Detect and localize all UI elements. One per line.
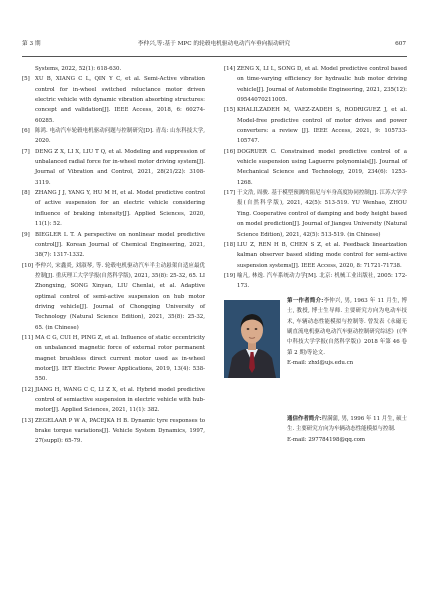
first-author-email: E-mail: zhxl@ujs.edu.cn — [287, 360, 354, 367]
reference-number: [15] — [224, 107, 236, 114]
reference-text: ZEGELAAR P W A, PACEJKA H B. Dynamic tyre responses to brake torque variations[J]. Vehicle System Dynamics, 1997, 27(suppl): 65-79. — [35, 417, 205, 445]
reference-text: ZHANG J J, YANG Y, HU M H, et al. Model predictive control of active suspension for an electric vehicle considering influence of braking intensity[J]. Applied Sciences, 2020, 11(1): 52. — [35, 190, 205, 228]
running-title: 李仲兴,等:基于 MPC 的轮毂电机驱动电动汽车垂向振动研究 — [137, 41, 291, 47]
reference-text: 喻凡, 林逸. 汽车系统动力学[M]. 北京: 机械工业出版社, 2005: 172-173. — [237, 272, 407, 290]
author-portrait-image — [224, 300, 280, 378]
reference-text: LIU Z, REN H B, CHEN S Z, et al. Feedback linearization kalman observer based sliding mode control for semi-active suspension systems[J]. IEEE Access, 2020, 8: 71721-71738. — [237, 241, 407, 269]
reference-number: [13] — [22, 417, 34, 424]
reference-text: BIEGLER L T. A perspective on nonlinear model predictive control[J]. Korean Journal of Chemical Engineering, 2021, 38(7): 1317-1332. — [35, 231, 205, 259]
reference-text: XU B, XIANG C L, QIN Y C, et al. Semi-Active vibration control for in-wheel switched reluctance motor driven electric vehicle with dynamic vibration absorbing structures: concept and validation[J]. IEEE Access, 2018, 6: 60274-60285. — [35, 76, 205, 124]
reference-text: KHALILZADEH M, VAEZ-ZADEH S, RODRIGUEZ J, et al. Model-free predictive control of motor drives and power converters: a review [J]. IEEE Access, 2021, 9: 105733-105747. — [237, 107, 407, 145]
corresponding-author-text: 程满蒲, 男, 1996 年 11 月生, 硕士生. 主要研究方向为车辆动态性能模拟与控制. — [287, 416, 407, 433]
reference-number: [11] — [22, 334, 34, 341]
reference-number: [5] — [22, 76, 30, 83]
reference-number: [9] — [22, 231, 30, 238]
reference-item — [22, 261, 205, 333]
page-number: 607 — [395, 41, 406, 47]
reference-text: DENG Z X, LI X, LIU T Q, et al. Modeling and suppression of unbalanced radial force for in-wheel motor driving system[J]. Journal of Vibration and Control, 2021, 28(21/22): 3108-3119. — [35, 148, 205, 186]
reference-item — [22, 188, 205, 229]
reference-number: [12] — [22, 386, 34, 393]
reference-number: [8] — [22, 190, 30, 197]
first-author-text: 李仲兴, 男, 1963 年 11 月生, 博士, 教授, 博士生导师. 主要研究方向为电动车技术, 车辆动态性能模拟与控制等. 曾发表《永磁无刷直流电机驱动电动汽车驱动控制研究综述》(《华中科技大学学报(自然科学版)》2018 年第 46 卷第 2 期)等论文. — [287, 298, 407, 356]
reference-text: MA C G, CUI H, PING Z, et al. Influence of static eccentricity on unbalanced magnetic force of external rotor permanent magnet brushless direct current motor used as in-wheel motor[J]. IET Electric Power Applications, 2019, 13(4): 538-550. — [35, 334, 205, 383]
corresponding-author-block — [287, 414, 407, 445]
reference-number: [19] — [224, 272, 236, 279]
reference-item — [22, 333, 205, 385]
page-header — [22, 37, 406, 52]
reference-item — [22, 416, 205, 447]
author-photo — [224, 300, 280, 378]
reference-item — [22, 385, 205, 416]
reference-number: [18] — [224, 241, 236, 248]
right-reference-column — [224, 64, 407, 292]
reference-number: [14] — [224, 66, 236, 72]
left-reference-column — [22, 64, 205, 447]
reference-text: DOGRUER C. Constrained model predictive control of a vehicle suspension using Laguerre polynomials[J]. Journal of Mechanical Science and Technology, 2019, 234(6): 1253-1268. — [237, 148, 407, 186]
reference-number: [7] — [22, 148, 30, 155]
reference-item — [224, 105, 407, 146]
issue-label: 第 3 期 — [22, 41, 41, 47]
corresponding-author-email: E-mail: 297784198@qq.com — [287, 436, 366, 443]
reference-item — [22, 147, 205, 188]
reference-text: ZENG X, LI L, SONG D, et al. Model predictive control based on time-varying efficiency for hydraulic hub motor driving vehicle[J]. Journal of Automobile Engineering, 2021, 235(12): 09544070211005. — [237, 66, 407, 104]
reference-item — [224, 147, 407, 188]
reference-number: [16] — [224, 148, 236, 155]
reference-item — [224, 240, 407, 271]
header-rule — [22, 56, 407, 57]
reference-number: [10] — [22, 262, 34, 269]
reference-item — [224, 64, 407, 105]
reference-text: Systems, 2022, 52(1): 618-630. — [35, 66, 122, 72]
reference-item — [22, 126, 205, 147]
reference-item — [224, 188, 407, 240]
reference-number: [6] — [22, 128, 30, 135]
reference-text: JIANG H, WANG C C, LI Z X, et al. Hybrid model predictive control of semiactive suspension in electric vehicle with hub-motor[J]. Applied Sciences, 2021, 11(1): 382. — [35, 386, 205, 414]
reference-text: 陈鸿. 电动汽车轮毂电机驱动问题与控制研究[D]. 青岛: 山东科技大学, 2020. — [35, 128, 205, 145]
reference-item — [22, 64, 205, 74]
reference-number: [17] — [224, 190, 236, 197]
reference-item — [22, 74, 205, 126]
corresponding-author-label: 通信作者简介: — [287, 416, 322, 422]
author-biography — [287, 296, 407, 368]
first-author-block — [224, 296, 408, 412]
reference-item — [22, 230, 205, 261]
first-author-label: 第一作者简介: — [287, 298, 324, 304]
reference-text: 于文浩, 周骏. 基于模型预测的阻尼与车身高度协同控制[J]. 江苏大学学报(自然科学版), 2021, 42(5): 513-519. YU Wenhao, ZHOU Ying. Cooperative control of damping and body height based on model prediction[J]. Journal of Jiangsu University (Natural Science Edition), 2021, 42(5): 513-519. (in Chinese) — [237, 190, 407, 238]
reference-item — [224, 271, 407, 292]
reference-text: 李仲兴, 宋鑫炎, 刘淑琴, 等. 轮毂电机驱动汽车半主动悬架自适应最优控制[J]. 重庆理工大学学报(自然科学版), 2021, 35(8): 25-32, 65. LI Zhongxing, SONG Xinyan, LIU Chenlai, et al. Adaptive optimal control of semi-active suspension on hub motor driving vehicle[J]. Journal of Chongqing University of Technology (Natural Science Edition), 2021, 35(8): 25-32, 65. (in Chinese) — [35, 262, 205, 331]
